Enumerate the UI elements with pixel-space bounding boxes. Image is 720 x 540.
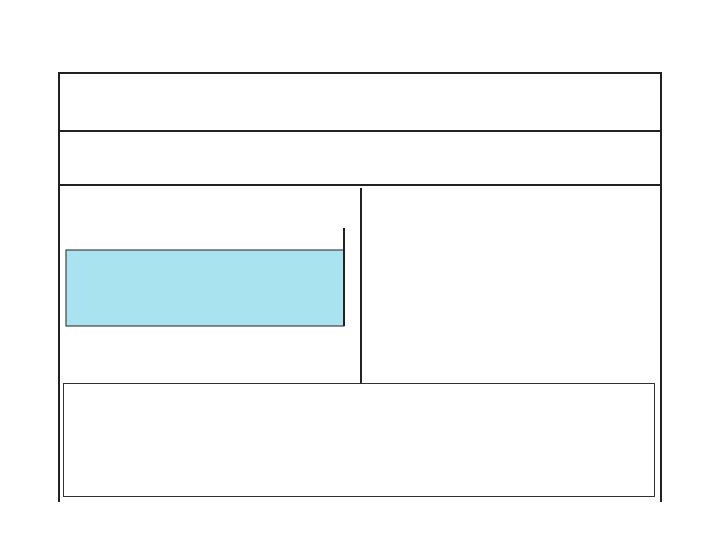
- figure-subheading: [60, 134, 660, 186]
- column-divider: [360, 188, 362, 388]
- fluid-layer: [66, 250, 344, 326]
- figure-heading: [60, 74, 660, 132]
- benard-cells-diagram: [60, 188, 360, 388]
- caption-box: [63, 383, 655, 497]
